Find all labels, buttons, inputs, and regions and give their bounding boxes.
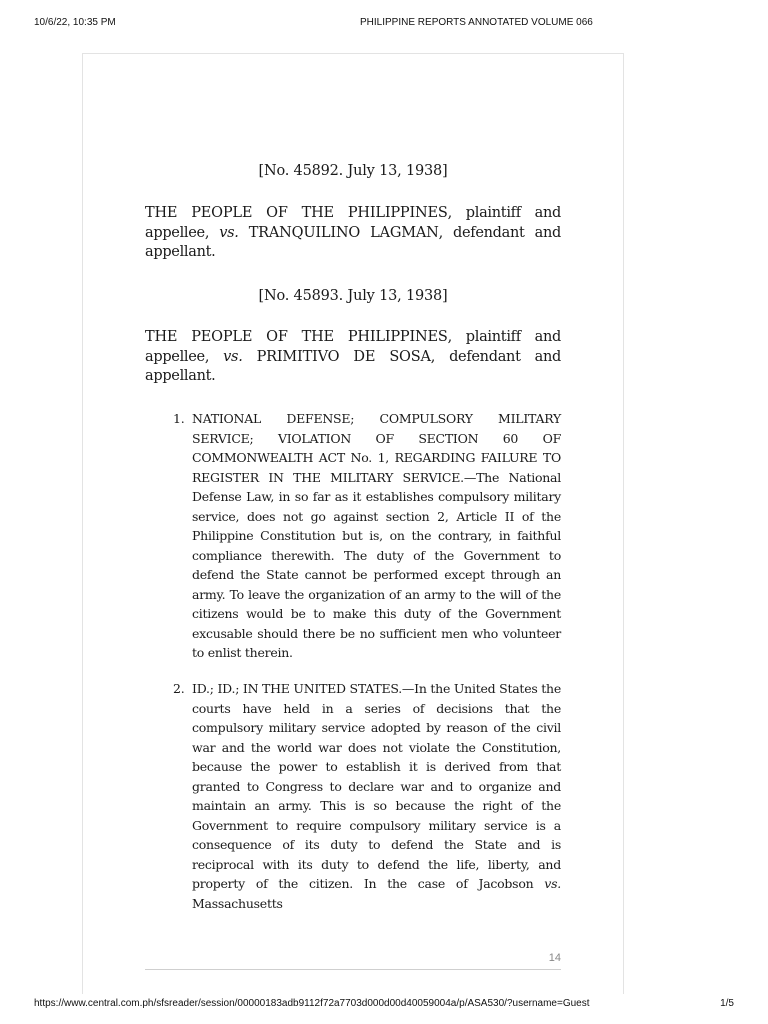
print-datetime: 10/6/22, 10:35 PM <box>34 17 116 28</box>
defendant-name: PRIMITIVO DE SOSA <box>242 348 431 365</box>
syllabus-text: ID.; ID.; IN THE UNITED STATES.—In the United States the courts have held in a series of decisions that the compulsory military service adopted by reason of the civil war and the world war does not violate the Constitution, because the power to establish it is derived from that granted to Congress to declare war and to organize and maintain an army. This is so because the right of the Government to require compulsory military service is a consequence of its duty to defend the State and is reciprocal with its duty to defend the life, liberty, and property of the citizen. In the case of Jacobson <box>192 681 561 891</box>
print-page-count: 1/5 <box>720 998 734 1009</box>
print-footer <box>34 998 734 1012</box>
document-page <box>82 53 624 994</box>
page-number: 14 <box>548 952 561 964</box>
versus-text: vs. <box>544 876 561 891</box>
defendant-name: TRANQUILINO LAGMAN <box>238 224 439 241</box>
print-header <box>34 17 734 31</box>
page-divider <box>145 969 561 970</box>
print-url: https://www.central.com.ph/sfsreader/session/00000183adb9112f72a7703d000d00d40059004a/p/ASA530/?username=Guest <box>34 998 590 1009</box>
syllabus-item <box>173 679 561 913</box>
case-number: [No. 45893. July 13, 1938] <box>258 288 448 304</box>
syllabus-list <box>173 409 561 663</box>
versus-text: vs. <box>223 348 243 365</box>
plaintiff-role: , plaintiff and appellee, <box>145 329 561 365</box>
syllabus-item <box>173 409 561 663</box>
case-parties <box>145 204 561 263</box>
print-title: PHILIPPINE REPORTS ANNOTATED VOLUME 066 <box>360 17 593 28</box>
plaintiff-name: THE PEOPLE OF THE PHILIPPINES <box>145 329 448 345</box>
case-parties <box>145 328 561 387</box>
syllabus-list <box>173 679 561 913</box>
syllabus-number: 1. <box>173 411 185 426</box>
case-number: [No. 45892. July 13, 1938] <box>258 163 448 179</box>
syllabus-text: NATIONAL DEFENSE; COMPULSORY MILITARY SERVICE; VIOLATION OF SECTION 60 OF COMMONWEALTH ACT No. 1, REGARDING FAILURE TO REGISTER IN THE MILITARY SERVICE.—The National Defense Law, in so far as it establishes compulsory military service, does not go against section 2, Article II of the Philippine Constitution but is, on the contrary, in faithful compliance therewith. The duty of the Government to defend the State cannot be performed except through an army. To leave the organization of an army to the will of the citizens would be to make this duty of the Government excusable should there be no sufficient men who volunteer to enlist therein. <box>192 411 561 660</box>
versus-text: vs. <box>219 224 239 241</box>
plaintiff-name: THE PEOPLE OF THE PHILIPPINES <box>145 205 448 221</box>
defendant-role: , defendant and appellant. <box>145 224 562 260</box>
plaintiff-role: , plaintiff and appellee, <box>145 205 561 241</box>
syllabus-text-continued: Massachusetts <box>192 895 283 911</box>
syllabus-number: 2. <box>173 681 185 696</box>
defendant-role: , defendant and appellant. <box>145 348 561 384</box>
